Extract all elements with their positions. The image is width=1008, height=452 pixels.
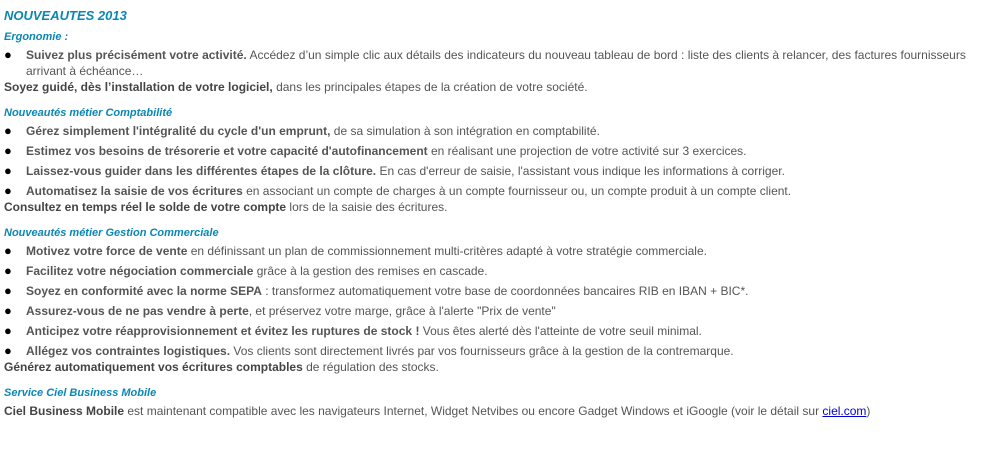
list-item — [4, 163, 1000, 179]
paragraph — [4, 359, 1000, 375]
bullet-icon: ● — [4, 283, 12, 298]
bullet-icon: ● — [4, 163, 12, 178]
list-item — [4, 123, 1000, 139]
item-text: est maintenant compatible avec les navigateurs Internet, Widget Netvibes ou encore Gadget Windows et iGoogle (voir le détail sur — [124, 404, 823, 418]
list-item — [4, 323, 1000, 339]
item-text: Accédez d’un simple clic aux détails des indicateurs du nouveau tableau de bord : liste des clients à relancer, des factures fournisseurs arrivant à échéance… — [26, 48, 966, 78]
item-strong: Allégez vos contraintes logistiques. — [26, 344, 231, 358]
list-item — [4, 283, 1000, 299]
item-text: grâce à la gestion des remises en cascade. — [253, 264, 488, 278]
item-strong: Générez automatiquement vos écritures comptables — [4, 360, 303, 374]
item-strong: Laissez-vous guider dans les différentes étapes de la clôture. — [26, 164, 377, 178]
list-item — [4, 47, 1000, 79]
bullet-icon: ● — [4, 143, 12, 158]
bullet-icon: ● — [4, 343, 12, 358]
bullet-icon: ● — [4, 323, 12, 338]
list-item — [4, 343, 1000, 359]
item-strong: Estimez vos besoins de trésorerie et votre capacité d'autofinancement — [26, 144, 428, 158]
bullet-icon: ● — [4, 263, 12, 278]
item-text: : transformez automatiquement votre base de coordonnées bancaires RIB en IBAN + BIC*. — [261, 284, 749, 298]
item-strong: Soyez guidé, dès l’installation de votre logiciel, — [4, 80, 273, 94]
item-text: dans les principales étapes de la création de votre société. — [272, 80, 588, 94]
item-strong: Suivez plus précisément votre activité. — [26, 48, 247, 62]
item-strong: Gérez simplement l'intégralité du cycle d'un emprunt, — [26, 124, 331, 138]
paragraph — [4, 199, 1000, 215]
list-item — [4, 143, 1000, 159]
item-text: lors de la saisie des écritures. — [286, 200, 448, 214]
item-text: , et préservez votre marge, grâce à l'alerte "Prix de vente" — [248, 304, 556, 318]
section-title-ergonomie: Ergonomie : — [4, 31, 69, 43]
paragraph — [4, 79, 1000, 95]
page-title: NOUVEAUTES 2013 — [4, 8, 127, 23]
section-title-comptabilite: Nouveautés métier Comptabilité — [4, 107, 173, 119]
list-item — [4, 243, 1000, 259]
ciel-link[interactable]: ciel.com — [822, 404, 867, 418]
bullet-icon: ● — [4, 183, 12, 198]
list-item — [4, 183, 1000, 199]
item-text: Vous êtes alerté dès l'atteinte de votre seuil minimal. — [419, 324, 702, 338]
item-text: En cas d'erreur de saisie, l'assistant vous indique les informations à corriger. — [376, 164, 785, 178]
item-text-end: ) — [866, 404, 871, 418]
section-title-gestion: Nouveautés métier Gestion Commerciale — [4, 227, 219, 239]
list-item — [4, 263, 1000, 279]
item-text: en réalisant une projection de votre activité sur 3 exercices. — [427, 144, 747, 158]
item-text: de régulation des stocks. — [302, 360, 439, 374]
bullet-icon: ● — [4, 243, 12, 258]
item-strong: Automatisez la saisie de vos écritures — [26, 184, 243, 198]
item-strong: Ciel Business Mobile — [4, 404, 125, 418]
bullet-icon: ● — [4, 123, 12, 138]
item-strong: Motivez votre force de vente — [26, 244, 188, 258]
bullet-icon: ● — [4, 47, 12, 62]
item-text: de sa simulation à son intégration en comptabilité. — [330, 124, 600, 138]
list-item — [4, 303, 1000, 319]
paragraph — [4, 403, 1000, 419]
section-title-mobile: Service Ciel Business Mobile — [4, 387, 157, 399]
item-text: en définissant un plan de commissionnement multi-critères adapté à votre stratégie commerciale. — [187, 244, 707, 258]
item-strong: Soyez en conformité avec la norme SEPA — [26, 284, 262, 298]
item-text: Vos clients sont directement livrés par vos fournisseurs grâce à la gestion de la contremarque. — [230, 344, 734, 358]
item-strong: Consultez en temps réel le solde de votre compte — [4, 200, 287, 214]
item-strong: Assurez-vous de ne pas vendre à perte — [26, 304, 249, 318]
bullet-icon: ● — [4, 303, 12, 318]
item-strong: Anticipez votre réapprovisionnement et évitez les ruptures de stock ! — [26, 324, 420, 338]
item-strong: Facilitez votre négociation commerciale — [26, 264, 254, 278]
item-text: en associant un compte de charges à un compte fournisseur ou, un compte produit à un compte client. — [242, 184, 792, 198]
